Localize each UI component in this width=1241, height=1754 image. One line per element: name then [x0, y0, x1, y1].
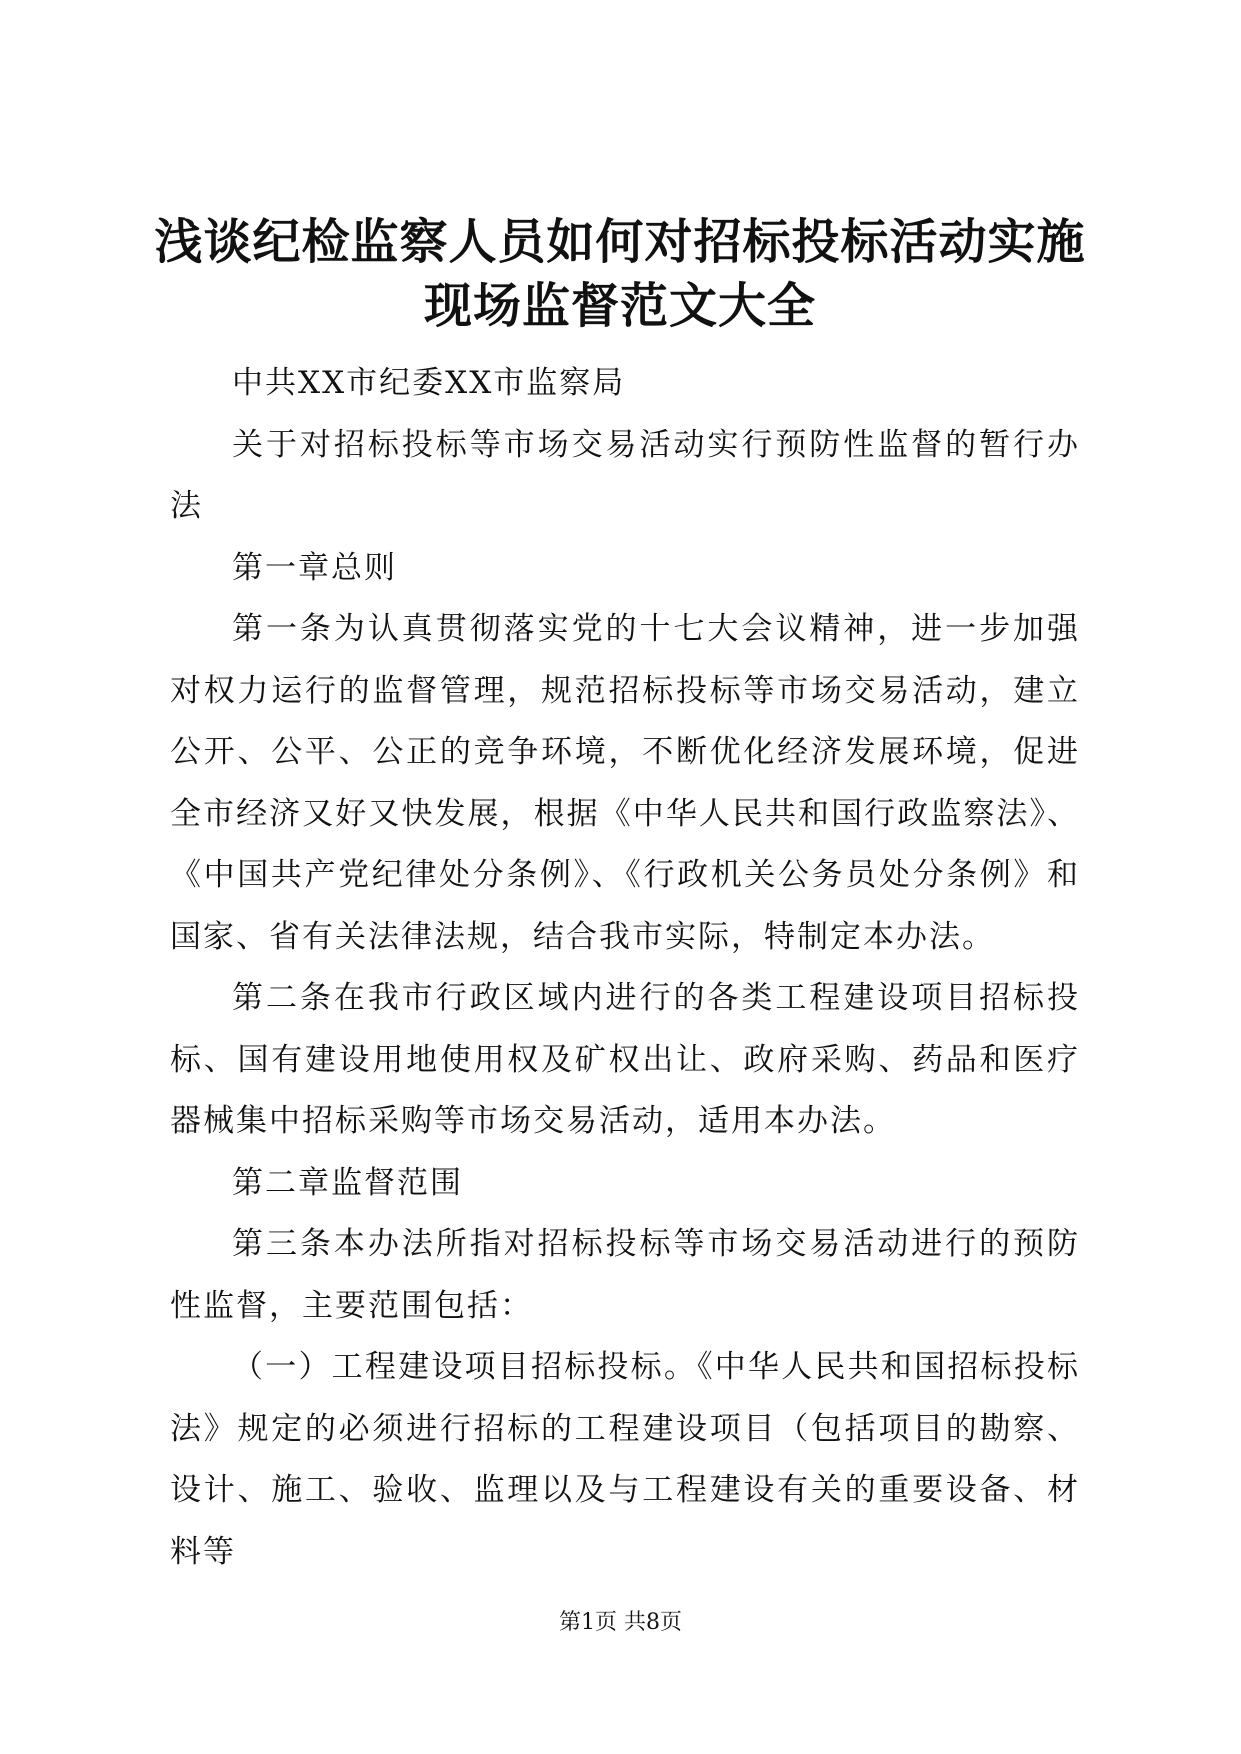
paragraph-item-1: （一）工程建设项目招标投标。《中华人民共和国招标投标法》规定的必须进行招标的工程建设项目（包括项目的勘察、设计、施工、验收、监理以及与工程建设有关的重要设备、材料等	[170, 1349, 1080, 1570]
paragraph-article-2: 第二条在我市行政区域内进行的各类工程建设项目招标投标、国有建设用地使用权及矿权出让、政府采购、药品和医疗器械集中招标采购等市场交易活动，适用本办法。	[170, 980, 1080, 1139]
page-number-footer: 第1页 共8页	[559, 1610, 682, 1635]
paragraph-article-3: 第三条本办法所指对招标投标等市场交易活动进行的预防性监督，主要范围包括：	[170, 1226, 1080, 1324]
paragraph-subtitle: 关于对招标投标等市场交易活动实行预防性监督的暂行办法	[170, 426, 1080, 524]
paragraph-chapter-1: 第一章总则	[232, 549, 397, 586]
paragraph-article-1: 第一条为认真贯彻落实党的十七大会议精神，进一步加强对权力运行的监督管理，规范招标投标等市场交易活动，建立公开、公平、公正的竞争环境，不断优化经济发展环境，促进全市经济又好又快发展，根据《中华人民共和国行政监察法》、《中国共产党纪律处分条例》、《行政机关公务员处分条例》和国家、省有关法律法规，结合我市实际，特制定本办法。	[170, 611, 1080, 955]
document-title: 浅谈纪检监察人员如何对招标投标活动实施现场监督范文大全	[154, 214, 1086, 334]
paragraph-issuer: 中共XX市纪委XX市监察局	[232, 365, 626, 401]
paragraph-chapter-2: 第二章监督范围	[232, 1164, 463, 1201]
document-body	[170, 353, 1080, 1583]
